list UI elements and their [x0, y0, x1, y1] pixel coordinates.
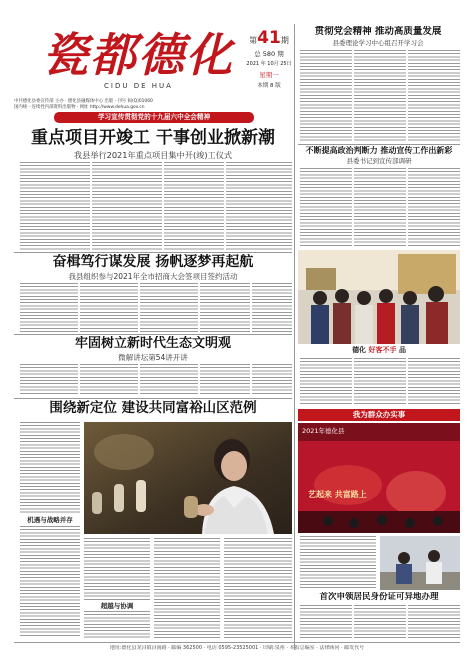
- lead-text-col-1: [20, 162, 90, 250]
- right-top-text-col-1: [300, 50, 352, 142]
- footer-rule: [14, 642, 460, 643]
- column-divider: [294, 24, 295, 650]
- issue-weekday: 星期一: [259, 71, 279, 79]
- story2-text-col-1: [20, 283, 78, 333]
- issue-prefix: 第: [249, 36, 258, 45]
- rule-1: [14, 252, 292, 253]
- ribbon-text: 学习宣传贯彻党的十九届六中全会精神: [97, 113, 211, 121]
- story3-text-col-5: [252, 364, 292, 396]
- right-bottom-text-col-1: [300, 358, 352, 406]
- practical-text-col-2: [300, 605, 352, 638]
- right-mid-text-col-3: [408, 168, 460, 246]
- story2-headline: 奋楫笃行谋发展 扬帆逐梦再起航: [52, 254, 254, 270]
- practical-text-col-4: [408, 605, 460, 638]
- story4-side-title: 机遇与战略并存: [27, 516, 73, 524]
- stage-photo: [298, 423, 460, 533]
- story4-text-mid-2: [84, 611, 150, 638]
- story4-photo: [84, 422, 292, 534]
- story3-text-col-2: [80, 364, 138, 396]
- people-photo: [298, 250, 460, 344]
- lead-subhead: 我县举行2021年重点项目集中开(竣)工仪式: [73, 150, 233, 160]
- total-issue: 总 580 期: [254, 50, 284, 58]
- practical-photo-2: [380, 536, 460, 590]
- story3-text-col-3: [140, 364, 198, 396]
- story2-subhead: 我县组织参与2021年全市招商大会签项目签约活动: [68, 272, 238, 281]
- story4-headline: 围绕新定位 建设共同富裕山区范例: [49, 400, 257, 416]
- office-photo: [380, 536, 460, 590]
- right-mid-subhead: 县委书记到宣传部调研: [346, 157, 412, 165]
- footer-text: 地址:德化县龙浔镇浔南路 · 邮编 362500 · 电话 0595-23525001 · 印刷:泉州 · 本报总编室 · 法律顾问 · 邮发代号: [109, 645, 365, 651]
- caption-part-1: 德化: [352, 346, 369, 354]
- story3-subhead: 微解讲坛第54讲开讲: [118, 353, 188, 362]
- story4-text-left-b: [20, 526, 80, 638]
- story4-text-mid-1: [84, 538, 150, 600]
- issue-block: [244, 28, 294, 98]
- story4-text-mid-3: [154, 538, 220, 638]
- issue-number: 41: [257, 28, 281, 48]
- practical-text-col-1: [300, 536, 376, 590]
- lead-text-col-2: [92, 162, 162, 250]
- right-photo: [298, 250, 460, 344]
- right-mid-text-col-2: [354, 168, 406, 246]
- lead-headline: 重点项目开竣工 干事创业掀新潮: [31, 128, 275, 148]
- right-top-subhead: 县委理论学习中心组召开学习会: [332, 39, 424, 47]
- caption-part-2: 好客不手: [368, 346, 399, 354]
- rule-2: [14, 334, 292, 335]
- right-top-text-col-3: [408, 50, 460, 142]
- story2-text-col-4: [200, 283, 250, 333]
- right-top-text-col-2: [354, 50, 406, 142]
- rule-right-1: [298, 144, 460, 145]
- story4-bottom-title: 超越与协调: [100, 602, 134, 610]
- issue-suffix: 期: [280, 36, 289, 45]
- story2-text-col-2: [80, 283, 138, 333]
- photo-caption: [298, 345, 460, 355]
- right-mid-headline: 不断提高政治判断力 推动宣传工作出新彩: [305, 146, 453, 155]
- potter-photo: [84, 422, 292, 534]
- lead-text-col-4: [226, 162, 292, 250]
- masthead-info-2: 国内统一连续性内部资料出版物 · 网址 http://www.dehua.gov.cn: [14, 105, 145, 110]
- issue-date: 2021 年 10月 25日: [246, 61, 292, 67]
- practical-poster-line: 艺起来 共富路上: [308, 490, 367, 499]
- right-top-headline: 贯彻党会精神 推动高质量发展: [314, 26, 442, 37]
- story4-text-left-a: [20, 422, 80, 514]
- practical-banner-text: 我为群众办实事: [352, 410, 406, 419]
- story3-text-col-4: [200, 364, 250, 396]
- right-bottom-text-col-3: [408, 358, 460, 406]
- story2-text-col-5: [252, 283, 292, 333]
- story4-text-mid-4: [224, 538, 292, 638]
- right-bottom-text-col-2: [354, 358, 406, 406]
- practical-text-col-3: [354, 605, 406, 638]
- story2-text-col-3: [140, 283, 198, 333]
- masthead-logo: 瓷都德化: [42, 28, 234, 82]
- masthead-pinyin: CIDU DE HUA: [104, 82, 173, 90]
- practical-photo-text: 2021年德化县: [302, 427, 345, 435]
- practical-photo: [298, 423, 460, 533]
- caption-part-3: 品: [398, 346, 406, 354]
- issue-edition: 本期 8 版: [257, 83, 281, 89]
- masthead-info-1: 中共德化县委宣传部 主办 · 德化县融媒体中心 出版 · 刊号 闽(Q)01060: [14, 99, 153, 104]
- story3-text-col-1: [20, 364, 78, 396]
- rule-3: [14, 398, 292, 399]
- story3-headline: 牢固树立新时代生态文明观: [74, 336, 231, 351]
- practical-headline: 首次申领居民身份证可异地办理: [319, 592, 439, 602]
- right-mid-text-col-1: [300, 168, 352, 246]
- lead-text-col-3: [164, 162, 224, 250]
